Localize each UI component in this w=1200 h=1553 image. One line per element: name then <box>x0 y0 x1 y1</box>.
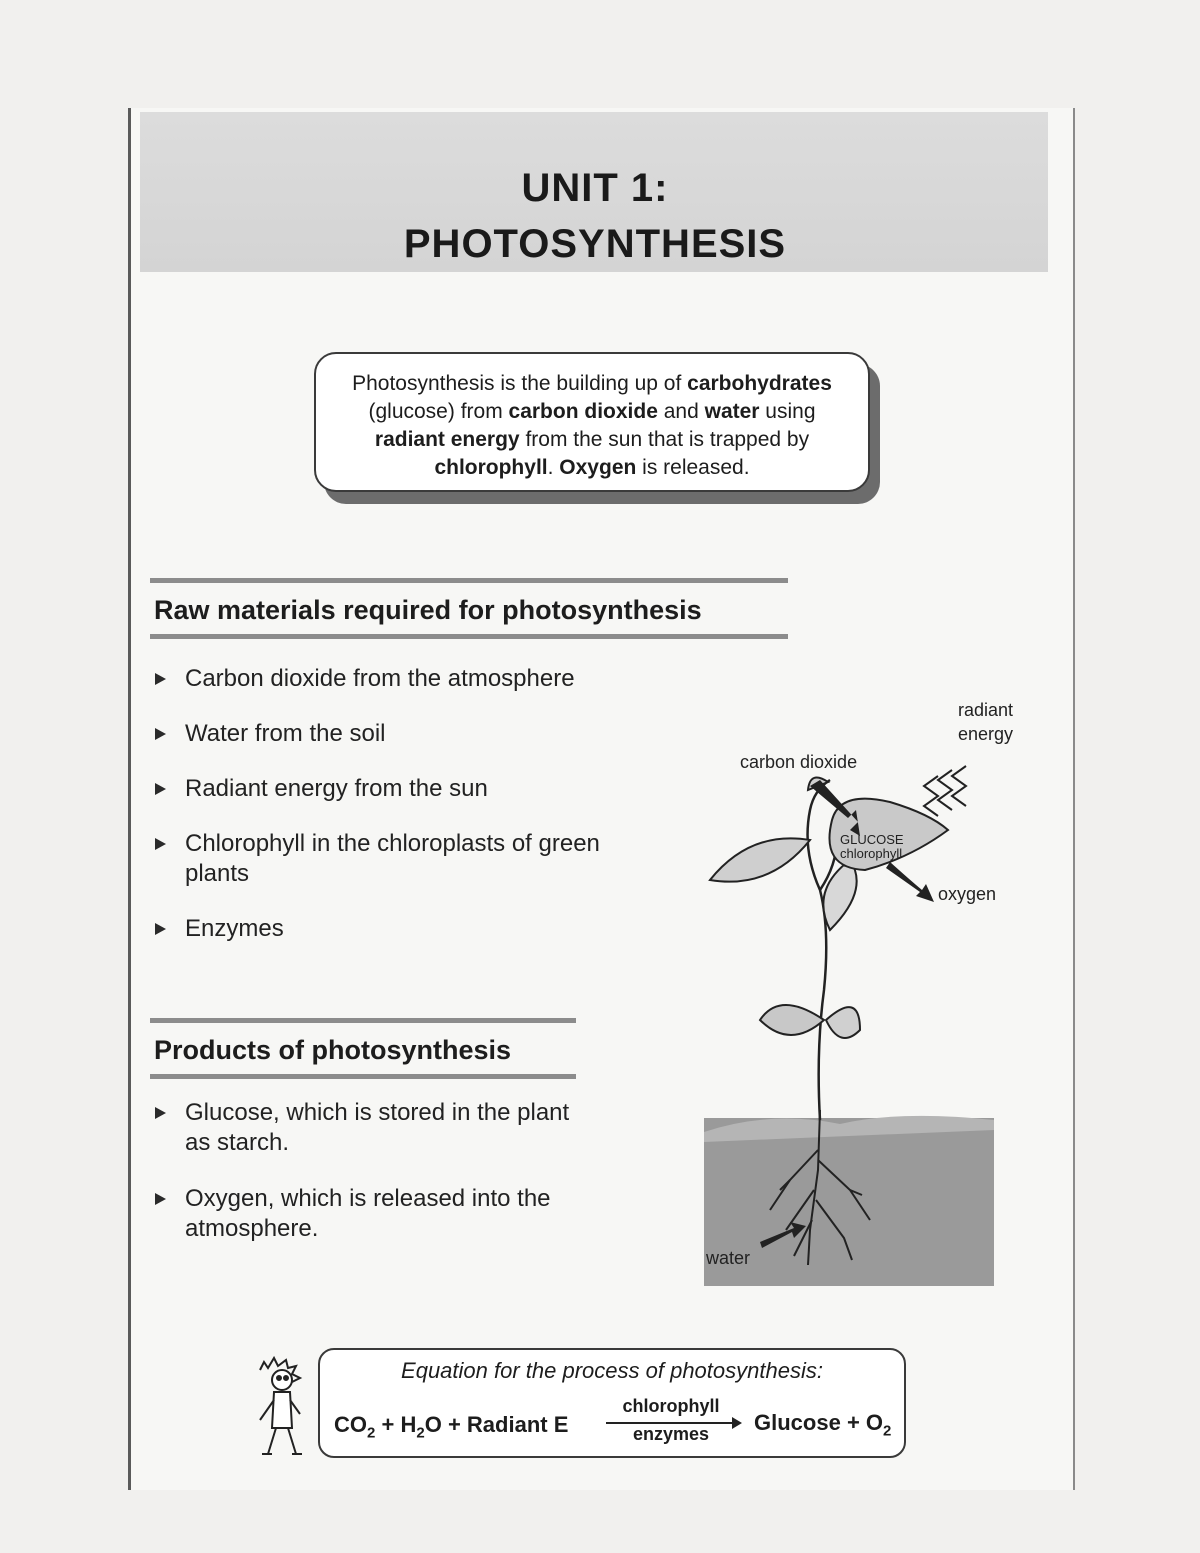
plant-diagram <box>690 690 1030 1290</box>
bullet-triangle-icon <box>155 838 166 850</box>
plant-illustration <box>690 690 1030 1290</box>
list-item-text: Radiant energy from the sun <box>185 775 488 802</box>
h2o-o: O <box>424 1412 442 1437</box>
list-item-text: Oxygen, which is released into the atmosphere. <box>185 1185 551 1242</box>
list-item <box>155 774 625 804</box>
definition-keyword: radiant energy <box>374 428 520 451</box>
glucose-label: GLUCOSE <box>840 832 904 847</box>
definition-keyword: carbon dioxide <box>508 400 658 423</box>
co2-subscript: 2 <box>367 1424 376 1442</box>
definition-keyword: water <box>704 400 760 423</box>
definition-box <box>314 352 870 492</box>
chlorophyll-label: chlorophyll <box>840 846 903 861</box>
co2: CO <box>334 1412 367 1437</box>
o2: O <box>865 1410 884 1435</box>
list-item <box>155 914 625 944</box>
definition-text: Photosynthesis is the building up of <box>352 372 688 395</box>
bullet-triangle-icon <box>155 1107 166 1119</box>
definition-text: (glucose) from <box>368 400 509 423</box>
scientist-cartoon <box>250 1350 310 1460</box>
definition-text: from the sun that is trapped by <box>519 428 810 451</box>
water-label: water <box>706 1248 751 1268</box>
equation <box>334 1398 894 1448</box>
carbon-dioxide-label: carbon dioxide <box>740 752 858 772</box>
plus-1: + <box>381 1412 395 1437</box>
radiant-energy-term: Radiant E <box>466 1412 569 1437</box>
equation-reactants <box>334 1412 568 1441</box>
bullet-triangle-icon <box>155 673 166 685</box>
h2o-h: H <box>400 1412 417 1437</box>
bullet-triangle-icon <box>155 923 166 935</box>
equation-title: Equation for the process of photosynthesis: <box>401 1358 823 1383</box>
bullet-triangle-icon <box>155 783 166 795</box>
radiant-energy-waves <box>924 766 966 816</box>
definition-keyword: Oxygen <box>559 456 637 479</box>
arrow-above-label: chlorophyll <box>622 1396 720 1416</box>
definition-text: and <box>657 400 705 423</box>
glucose-term: Glucose <box>754 1410 841 1435</box>
reaction-arrow <box>596 1398 746 1448</box>
bullet-triangle-icon <box>155 728 166 740</box>
definition-keyword: carbohydrates <box>687 372 832 395</box>
definition-keyword: chlorophyll <box>434 456 548 479</box>
list-item-text: Chlorophyll in the chloroplasts of green plants <box>185 830 600 887</box>
definition-text: using <box>759 400 816 423</box>
equation-products <box>754 1410 891 1439</box>
page-title <box>300 160 890 272</box>
definition-text: is released. <box>636 456 750 479</box>
list-item-text: Glucose, which is stored in the plant as starch. <box>185 1099 570 1156</box>
bullet-triangle-icon <box>155 1193 166 1205</box>
equation-box <box>318 1348 906 1458</box>
arrow-below-label: enzymes <box>632 1424 710 1444</box>
raw-materials-heading: Raw materials required for photosynthesis <box>150 578 788 639</box>
oxygen-label: oxygen <box>938 884 997 904</box>
list-item <box>155 719 625 749</box>
products-heading: Products of photosynthesis <box>150 1018 576 1079</box>
definition-text: . <box>547 456 560 479</box>
list-item-text: Water from the soil <box>185 720 386 747</box>
list-item <box>155 1184 595 1244</box>
raw-materials-list <box>155 664 625 969</box>
plus-3: + <box>846 1410 860 1435</box>
products-list <box>155 1098 595 1270</box>
list-item <box>155 829 625 889</box>
list-item <box>155 664 625 694</box>
unit-name: PHOTOSYNTHESIS <box>403 222 787 266</box>
list-item-text: Carbon dioxide from the atmosphere <box>185 665 575 692</box>
unit-number: UNIT 1: <box>521 166 669 210</box>
list-item <box>155 1098 595 1158</box>
list-item-text: Enzymes <box>185 915 284 942</box>
radiant-energy-label: radiant energy <box>958 700 1014 744</box>
h2o-subscript: 2 <box>416 1424 425 1442</box>
plus-2: + <box>447 1412 461 1437</box>
o2-subscript: 2 <box>883 1422 892 1440</box>
